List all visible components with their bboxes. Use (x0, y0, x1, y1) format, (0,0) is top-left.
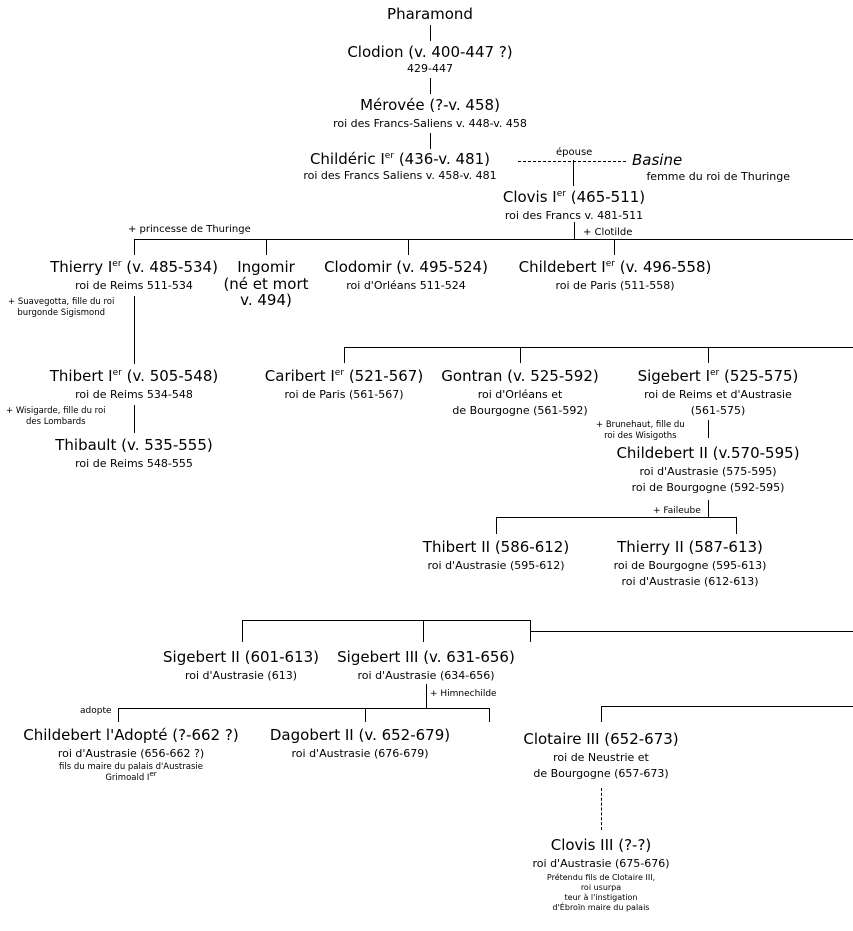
connector-line (708, 347, 709, 363)
person-clodomir (306, 258, 506, 293)
person-reign: (561-575) (690, 404, 746, 417)
ordinal-suffix: er (112, 368, 122, 378)
person-reign: roi des Francs-Saliens v. 448-v. 458 (333, 117, 527, 130)
connector-line (344, 347, 345, 363)
connector-line (496, 517, 497, 534)
spouse-label-line: burgonde Sigismond (17, 307, 105, 318)
person-reign: roi des Francs Saliens v. 458-v. 481 (303, 169, 497, 182)
person-name: Sigebert II (601-613) (163, 648, 319, 666)
person-reign: roi de Neustrie et (553, 751, 649, 764)
person-thierry-ii (590, 538, 790, 589)
person-name (24, 367, 244, 386)
spouse-label-line: + Wisigarde, fille du roi (6, 406, 106, 416)
connector-line (423, 620, 424, 642)
person-name: Childebert II (v.570-595) (616, 444, 800, 462)
connector-line (574, 222, 575, 239)
person-clodion (305, 43, 555, 76)
person-name (244, 367, 444, 386)
person-note: d'Ébroïn maire du palais (552, 903, 650, 912)
name-dates: (v. 485-534) (121, 258, 218, 276)
person-thierry-i (24, 258, 244, 293)
person-reign: roi de Reims 534-548 (75, 388, 193, 401)
person-dagobert-ii (250, 726, 470, 761)
person-reign: roi d'Austrasie (656-662 ?) (57, 747, 205, 760)
name-text: Thierry I (50, 258, 113, 276)
person-thibault (24, 436, 244, 471)
name-dates: (v. 505-548) (121, 367, 219, 385)
connector-line (601, 706, 602, 722)
ordinal-suffix: er (710, 368, 720, 378)
person-reign: de Bourgogne (657-673) (533, 767, 669, 780)
name-text: Childebert I (518, 258, 606, 276)
connector-line (489, 708, 490, 722)
name-dates: (465-511) (565, 188, 646, 206)
connector-line (365, 708, 366, 722)
person-childebert-l-adopte (6, 726, 256, 784)
person-note: teur à l'instigation (564, 893, 638, 902)
person-sigebert-iii (316, 648, 536, 683)
connector-line (430, 25, 431, 41)
person-reign: roi d'Austrasie (675-676) (532, 857, 670, 870)
person-thibert-ii (396, 538, 596, 573)
person-name: Gontran (v. 525-592) (441, 367, 599, 385)
connector-line (614, 239, 615, 255)
person-sigebert-i (608, 367, 828, 418)
person-reign: roi d'Austrasie (612-613) (621, 575, 759, 588)
person-name (280, 150, 520, 169)
person-name: Mérovée (?-v. 458) (360, 96, 500, 114)
sibling-bar (496, 517, 736, 518)
person-reign: 429-447 (407, 62, 453, 75)
person-name: Thierry II (587-613) (617, 538, 763, 556)
person-reign: roi de Paris (561-567) (284, 388, 404, 401)
person-dates: (né et mort (223, 275, 309, 293)
connector-line (134, 296, 135, 364)
name-dates: (v. 496-558) (614, 258, 712, 276)
spouse-label-line: roi des Wisigoths (604, 430, 677, 441)
person-clovis-iii (501, 836, 701, 913)
person-note: roi usurpa (580, 883, 622, 892)
person-merovee (280, 96, 580, 131)
person-reign: roi d'Austrasie (676-679) (291, 747, 429, 760)
person-name (474, 188, 674, 207)
person-note: Prétendu fils de Clotaire III, (546, 873, 656, 882)
sibling-bar (344, 347, 853, 348)
connector-line (408, 239, 409, 255)
sibling-bar (601, 706, 853, 707)
name-text: Clovis I (502, 188, 557, 206)
name-text: Caribert I (264, 367, 335, 385)
uncertain-descent-line (601, 788, 602, 830)
spouse-label-wisigarde (6, 406, 106, 427)
marriage-label-epouse: épouse (556, 147, 593, 158)
person-reign: roi d'Austrasie (595-612) (427, 559, 565, 572)
person-name (24, 258, 244, 277)
person-name: Clodion (v. 400-447 ?) (347, 43, 513, 61)
person-basine (620, 151, 790, 184)
spouse-label-himnechilde: + Himnechilde (430, 689, 497, 699)
person-name: Clotaire III (652-673) (523, 730, 679, 748)
person-reign: roi d'Orléans 511-524 (346, 279, 466, 292)
person-reign: roi de Reims et d'Austrasie (644, 388, 792, 401)
person-reign: roi d'Austrasie (634-656) (357, 669, 495, 682)
person-dates: v. 494) (240, 291, 292, 309)
spouse-label-brunehaut (596, 420, 685, 441)
person-reign: roi de Bourgogne (595-613) (613, 559, 767, 572)
name-text: Childéric I (309, 150, 385, 168)
connector-line (573, 160, 574, 186)
person-name (620, 151, 790, 170)
ordinal-suffix: er (556, 189, 566, 199)
person-description: femme du roi de Thuringe (646, 170, 790, 183)
ordinal-suffix: er (149, 770, 157, 779)
sibling-bar (530, 631, 853, 632)
person-childebert-i (500, 258, 730, 293)
connector-line (736, 517, 737, 534)
person-reign: roi de Reims 548-555 (75, 457, 193, 470)
spouse-label-suavegotta (8, 297, 114, 318)
connector-line (430, 78, 431, 94)
person-name: Sigebert III (v. 631-656) (337, 648, 515, 666)
sibling-bar (134, 239, 853, 240)
spouse-label-faileube: + Faileube (653, 506, 701, 516)
sibling-bar (242, 620, 530, 621)
connector-line (118, 708, 119, 722)
person-name: Thibault (v. 535-555) (55, 436, 213, 454)
spouse-label-line: + Suavegotta, fille du roi (8, 297, 115, 307)
name-text: Thibert I (49, 367, 113, 385)
person-clovis-i (474, 188, 674, 223)
note-text: Grimoald I (105, 773, 150, 783)
person-name: Clodomir (v. 495-524) (324, 258, 488, 276)
marriage-dashed-line (518, 161, 626, 162)
person-thibert-i (24, 367, 244, 402)
person-note (6, 770, 256, 784)
person-reign: roi de Paris (511-558) (555, 279, 675, 292)
person-reign: roi d'Austrasie (575-595) (639, 465, 777, 478)
person-reign: roi d'Orléans et (477, 388, 563, 401)
name-text: Basine (632, 151, 683, 169)
person-name: Childebert l'Adopté (?-662 ?) (23, 726, 239, 744)
name-dates: (521-567) (344, 367, 424, 385)
connector-line (134, 405, 135, 433)
spouse-label-line: + Brunehaut, fille du (596, 420, 685, 430)
person-reign: roi des Francs v. 481-511 (504, 209, 644, 222)
person-note: fils du maire du palais d'Austrasie (59, 762, 203, 772)
connector-line (426, 684, 427, 708)
spouse-label-clotilde: + Clotilde (583, 227, 633, 238)
person-gontran (420, 367, 620, 418)
person-reign: roi d'Austrasie (613) (184, 669, 297, 682)
name-dates: (525-575) (719, 367, 799, 385)
connector-line (708, 420, 709, 438)
connector-line (708, 500, 709, 517)
connector-line (266, 239, 267, 255)
name-dates: (436-v. 481) (394, 150, 491, 168)
person-name: Clovis III (?-?) (550, 836, 652, 854)
person-name: Ingomir (237, 258, 295, 276)
person-reign: roi de Bourgogne (592-595) (631, 481, 785, 494)
ordinal-suffix: er (334, 368, 345, 378)
person-name (500, 258, 730, 277)
connector-line (242, 620, 243, 642)
person-childeric-i (280, 150, 520, 183)
person-caribert-i (244, 367, 444, 402)
person-reign: de Bourgogne (561-592) (452, 404, 588, 417)
sibling-bar (118, 708, 490, 709)
person-name: Dagobert II (v. 652-679) (269, 726, 451, 744)
ordinal-suffix: er (112, 259, 122, 269)
connector-line (430, 133, 431, 149)
person-childebert-ii (603, 444, 813, 495)
person-name: Pharamond (387, 5, 473, 23)
connector-line (134, 239, 135, 255)
connector-line (520, 347, 521, 363)
ordinal-suffix: er (605, 259, 615, 269)
name-text: Sigebert I (637, 367, 711, 385)
person-ingomir (216, 258, 316, 308)
spouse-label-line: des Lombards (25, 416, 86, 427)
ordinal-suffix: er (384, 151, 395, 161)
spouse-label-princesse: + princesse de Thuringe (128, 224, 251, 235)
person-clotaire-iii (501, 730, 701, 781)
person-sigebert-ii (136, 648, 346, 683)
person-pharamond (330, 5, 530, 24)
adoption-label: adopte (80, 706, 112, 716)
person-name: Thibert II (586-612) (422, 538, 570, 556)
person-reign: roi de Reims 511-534 (75, 279, 193, 292)
person-name (608, 367, 828, 386)
